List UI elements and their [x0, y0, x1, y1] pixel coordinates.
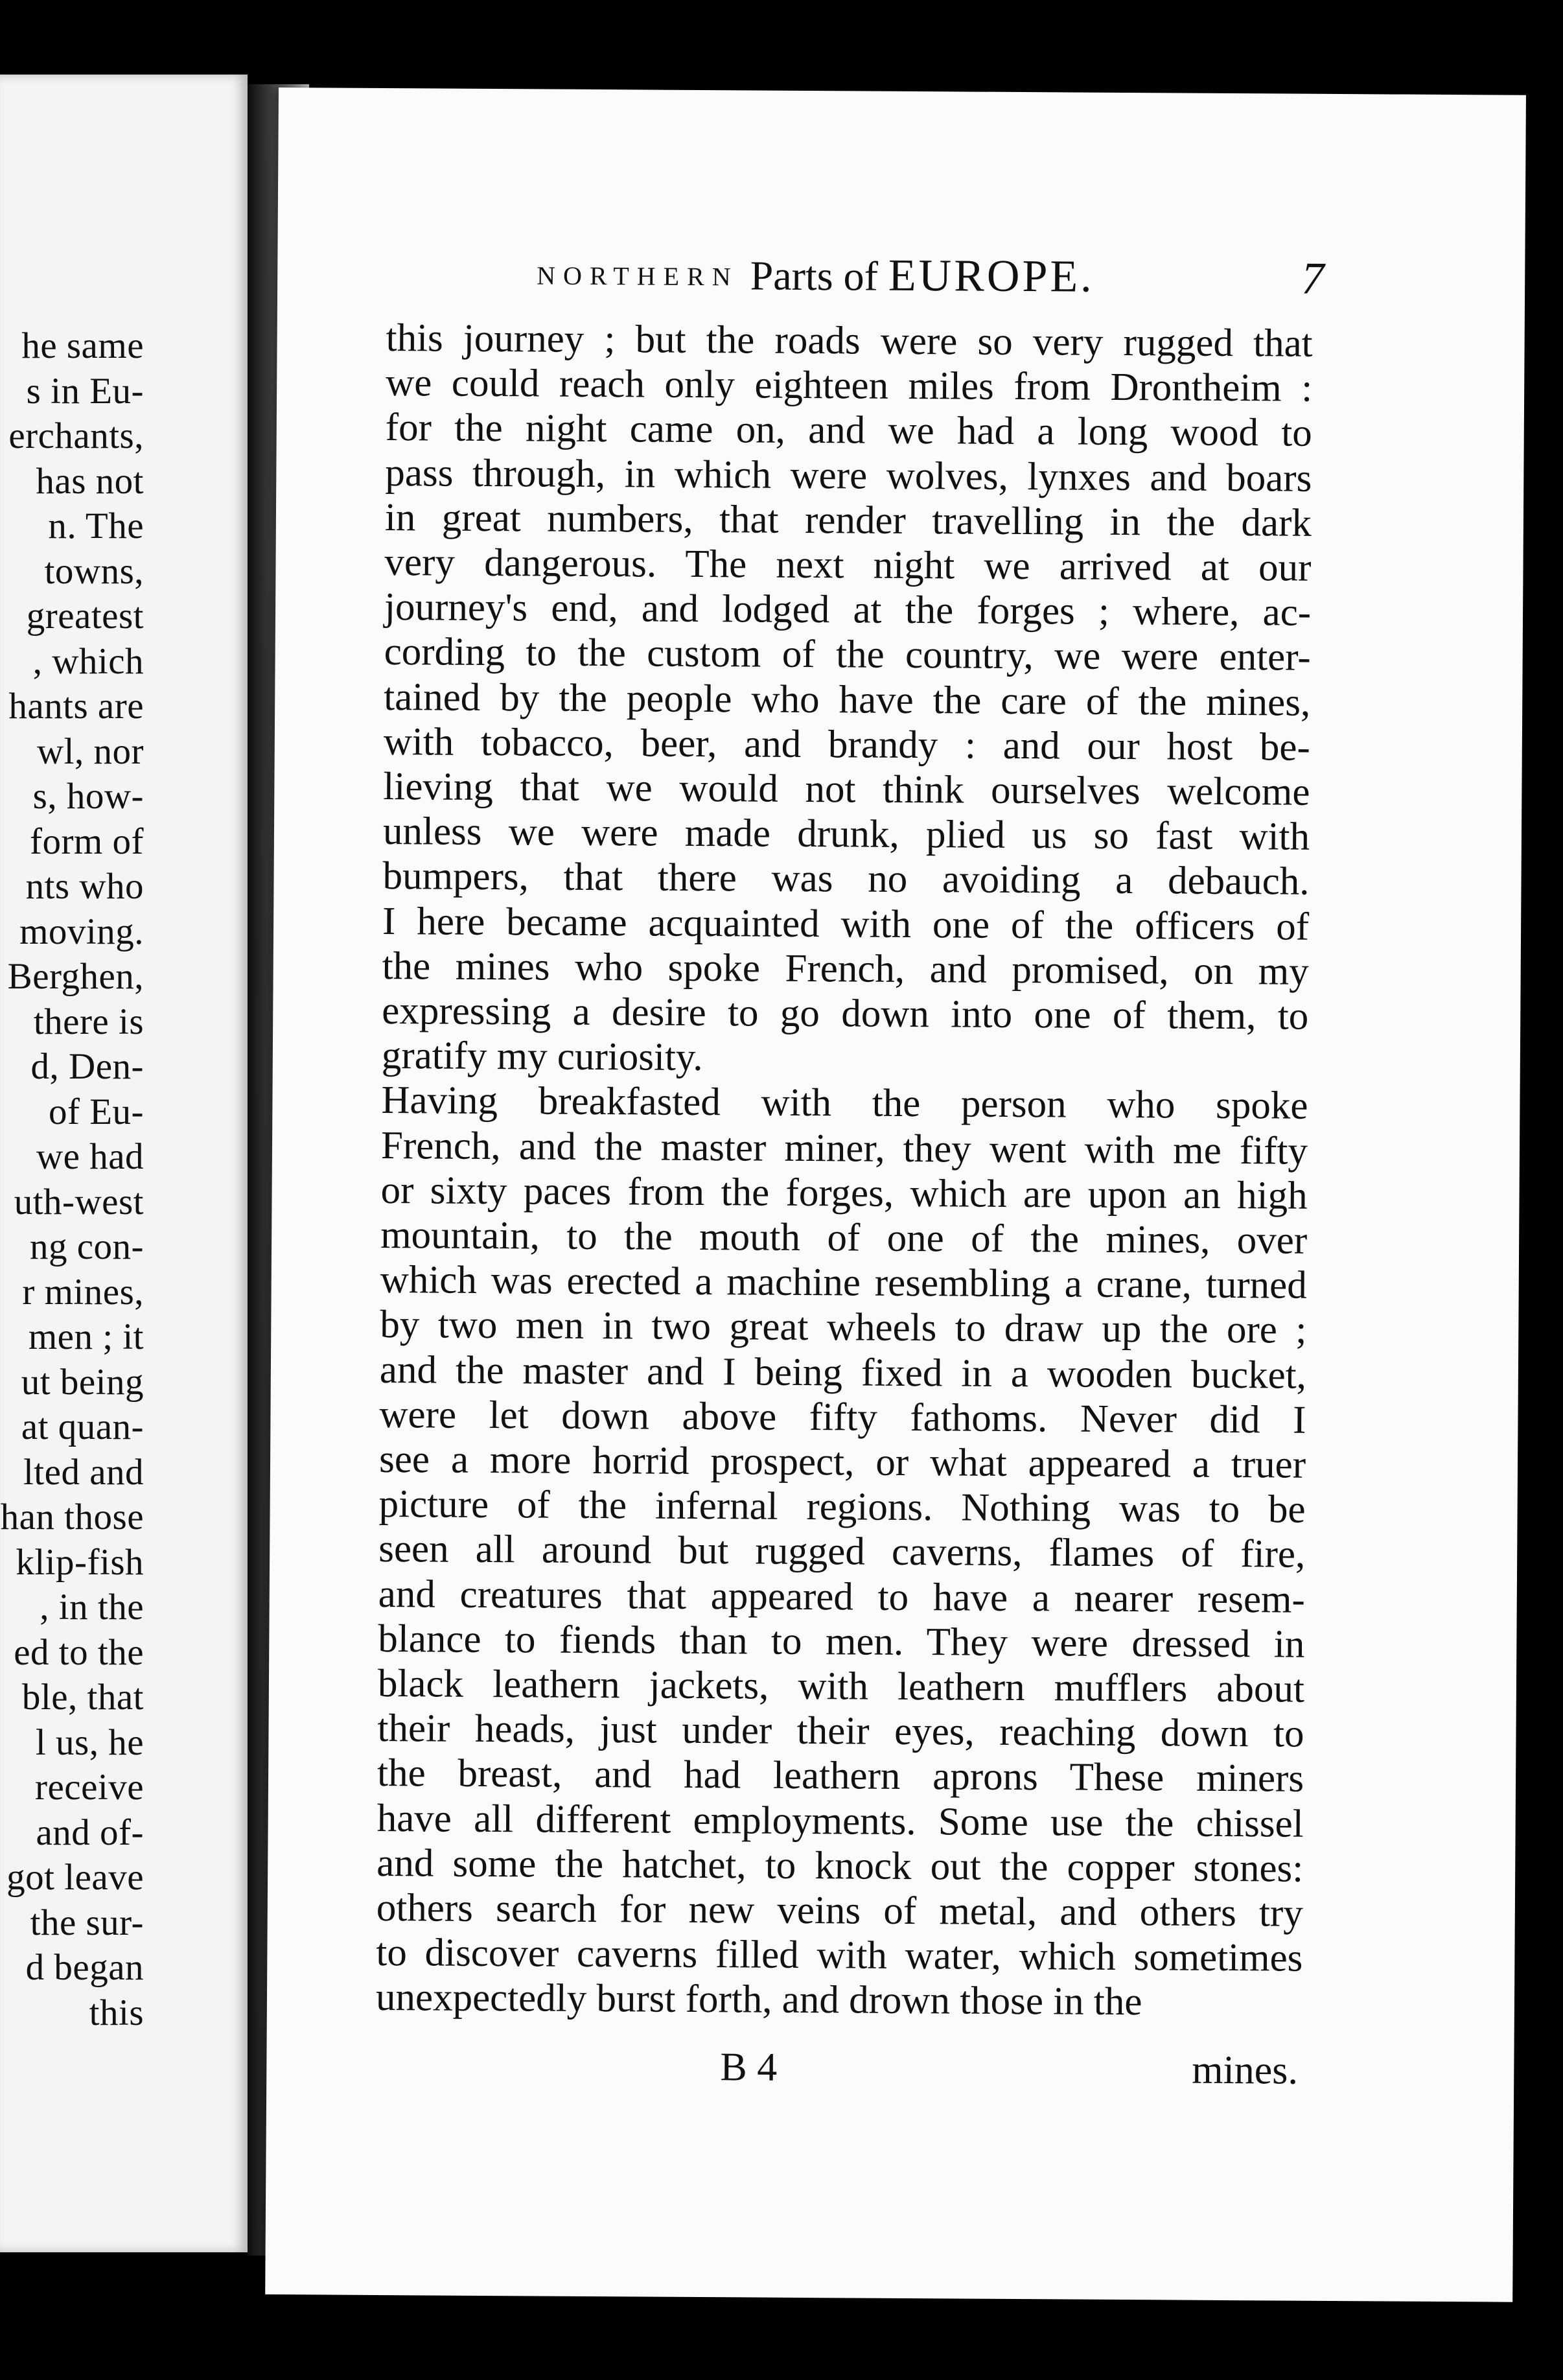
- left-page-line: of Eu-: [48, 1091, 144, 1132]
- text-line: in great numbers, that render travelling in the dark: [384, 495, 1312, 545]
- text-line: have all different employments. Some use the chissel: [376, 1796, 1304, 1846]
- left-page-line: , which: [32, 640, 144, 682]
- text-line: which was erected a machine resembling a crane, turned: [380, 1258, 1307, 1307]
- signature-mark: B 4: [720, 2045, 778, 2090]
- left-page-line: uth-west: [14, 1181, 144, 1222]
- text-line: to discover caverns filled with water, which sometimes: [376, 1931, 1303, 1980]
- text-line: and creatures that appeared to have a nearer resem-: [378, 1572, 1305, 1622]
- text-line: journey's end, and lodged at the forges ; where, ac-: [384, 585, 1312, 635]
- left-page-line: erchants,: [8, 415, 144, 456]
- left-page-line: and of-: [36, 1812, 144, 1853]
- text-line: tained by the people who have the care of the mines,: [384, 675, 1311, 725]
- text-line: mountain, to the mouth of one of the mines, over: [380, 1213, 1308, 1263]
- running-head-caps: EUROPE.: [888, 250, 1094, 302]
- text-line: the breast, and had leathern aprons These miners: [376, 1751, 1304, 1801]
- left-page: [0, 75, 248, 2252]
- text-line: we could reach only eighteen miles from Drontheim :: [386, 361, 1313, 410]
- page-footer: [266, 2042, 1514, 2101]
- left-page-line: ut being: [21, 1361, 144, 1403]
- text-line: black leathern jackets, with leathern mufflers about: [377, 1661, 1305, 1711]
- text-line: gratify my curiosity.: [381, 1034, 703, 1080]
- right-page: [265, 88, 1526, 2302]
- left-page-line: nts who: [25, 866, 144, 907]
- text-line: or sixty paces from the forges, which are upon an high: [380, 1168, 1308, 1218]
- text-line: by two men in two great wheels to draw up the ore ;: [380, 1303, 1307, 1353]
- left-page-line: hants are: [8, 686, 144, 727]
- left-page-line: n. The: [48, 506, 144, 546]
- text-line: blance to fiends than to men. They were dressed in: [378, 1616, 1305, 1666]
- left-page-line: the sur-: [30, 1902, 144, 1943]
- left-page-line: s in Eu-: [26, 370, 144, 412]
- catchword: mines.: [1192, 2048, 1299, 2093]
- left-page-line: l us, he: [35, 1721, 144, 1763]
- text-line: lieving that we would not think ourselves welcome: [383, 765, 1310, 814]
- left-page-line: greatest: [26, 596, 144, 636]
- left-page-line: he same: [21, 325, 144, 366]
- text-line: French, and the master miner, they went with me fifty: [380, 1123, 1308, 1173]
- text-line: and the master and I being fixed in a wooden bucket,: [379, 1348, 1307, 1397]
- left-page-line: towns,: [44, 550, 144, 592]
- text-line: I here became acquainted with one of the officers of: [382, 899, 1310, 949]
- text-line: very dangerous. The next night we arrived at our: [384, 541, 1312, 590]
- left-page-line: ed to the: [14, 1631, 144, 1673]
- text-line: unless we were made drunk, plied us so fast with: [382, 810, 1310, 859]
- text-line: bumpers, that there was no avoiding a debauch.: [382, 854, 1310, 904]
- text-line: with tobacco, beer, and brandy : and our host be-: [383, 719, 1311, 769]
- text-line: were let down above fifty fathoms. Never did I: [379, 1392, 1306, 1442]
- text-line: their heads, just under their eyes, reaching down to: [377, 1707, 1304, 1756]
- text-line: see a more horrid prospect, or what appeared a truer: [378, 1437, 1306, 1487]
- left-page-line: receive: [34, 1767, 144, 1808]
- left-page-line: there is: [33, 1001, 144, 1042]
- left-page-line: this: [89, 1992, 144, 2033]
- left-page-line: han those: [0, 1497, 144, 1537]
- left-page-line: got leave: [6, 1857, 144, 1898]
- page-number: 7: [1301, 253, 1325, 304]
- text-line: others search for new veins of metal, and others try: [376, 1885, 1304, 1935]
- text-line: unexpectedly burst forth, and drown those in the: [375, 1976, 1142, 2024]
- left-page-line: , in the: [40, 1587, 144, 1628]
- left-page-line: men ; it: [28, 1316, 144, 1357]
- text-line: this journey ; but the roads were so very rugged that: [386, 316, 1313, 366]
- left-page-line: Berghen,: [7, 956, 144, 997]
- text-line: for the night came on, and we had a long wood to: [385, 406, 1312, 456]
- left-page-line: ble, that: [21, 1677, 144, 1718]
- left-page-line: form of: [29, 821, 144, 862]
- left-page-line: at quan-: [21, 1406, 144, 1447]
- text-line: Having breakfasted with the person who spoke: [381, 1079, 1308, 1128]
- left-page-line: has not: [36, 460, 144, 502]
- left-page-line: wl, nor: [37, 730, 144, 772]
- left-page-line: klip-fish: [16, 1541, 144, 1583]
- left-page-line: we had: [36, 1136, 144, 1177]
- left-page-line: r mines,: [22, 1271, 144, 1312]
- text-line: seen all around but rugged caverns, flames of fire,: [378, 1527, 1306, 1577]
- running-head-main: Parts of: [750, 252, 879, 299]
- left-page-line: d began: [25, 1947, 144, 1988]
- text-line: and some the hatchet, to knock out the copper stones:: [376, 1841, 1304, 1891]
- text-line: the mines who spoke French, and promised, on my: [382, 944, 1309, 994]
- text-line: picture of the infernal regions. Nothing was to be: [378, 1482, 1306, 1532]
- left-page-line: moving.: [19, 911, 144, 952]
- text-line: cording to the custom of the country, we were enter-: [384, 630, 1311, 680]
- left-page-line: d, Den-: [30, 1046, 144, 1087]
- text-line: expressing a desire to go down into one of them, to: [382, 989, 1309, 1038]
- running-head-small-caps: NORTHERN: [537, 261, 739, 292]
- text-line: pass through, in which were wolves, lynxes and boars: [385, 450, 1312, 500]
- left-page-line: s, how-: [32, 776, 144, 817]
- left-page-line: lted and: [23, 1451, 144, 1493]
- left-page-line: ng con-: [29, 1226, 144, 1267]
- body-text: [265, 88, 1526, 2302]
